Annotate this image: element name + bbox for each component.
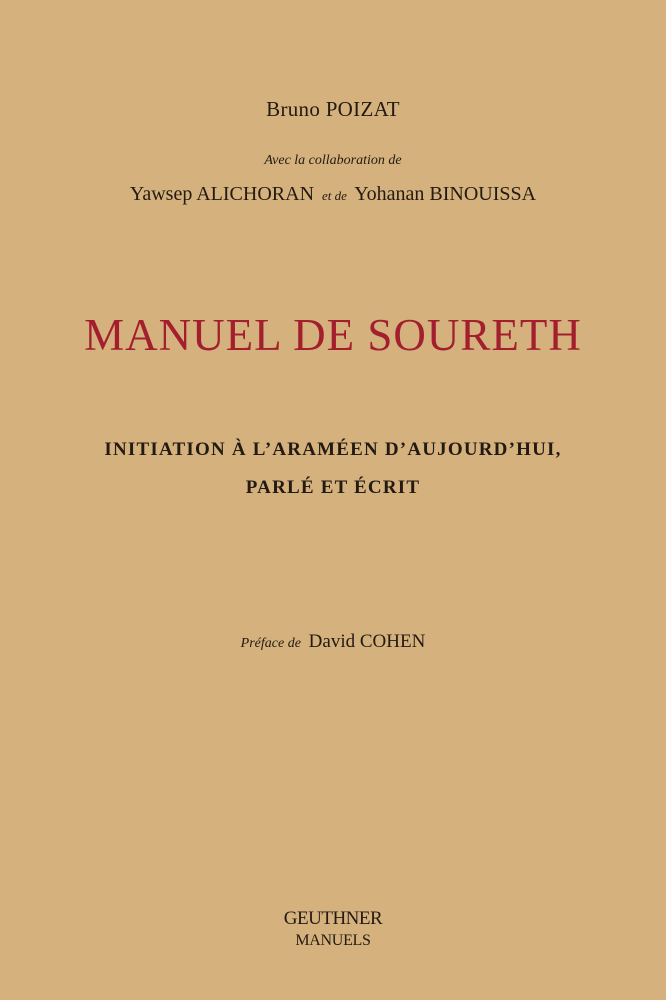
book-title: MANUEL DE SOURETH — [84, 310, 582, 360]
preface-author: David COHEN — [308, 631, 426, 652]
collaborators — [0, 183, 666, 206]
collaboration-label: Avec la collaboration de — [264, 153, 402, 168]
series-name: MANUELS — [295, 932, 371, 949]
subtitle-line-1: INITIATION À L’ARAMÉEN D’AUJOURD’HUI, — [104, 439, 562, 460]
preface — [0, 631, 666, 653]
subtitle-line-2: PARLÉ ET ÉCRIT — [245, 477, 421, 498]
preface-label: Préface de — [240, 636, 301, 651]
publisher-name: GEUTHNER — [283, 908, 383, 929]
author-name: Bruno POIZAT — [266, 97, 400, 121]
collaborator-conjunction: et de — [322, 188, 347, 203]
collaborator-second: Yohanan BINOUISSA — [354, 183, 537, 205]
collaborator-first: Yawsep ALICHORAN — [129, 183, 315, 205]
